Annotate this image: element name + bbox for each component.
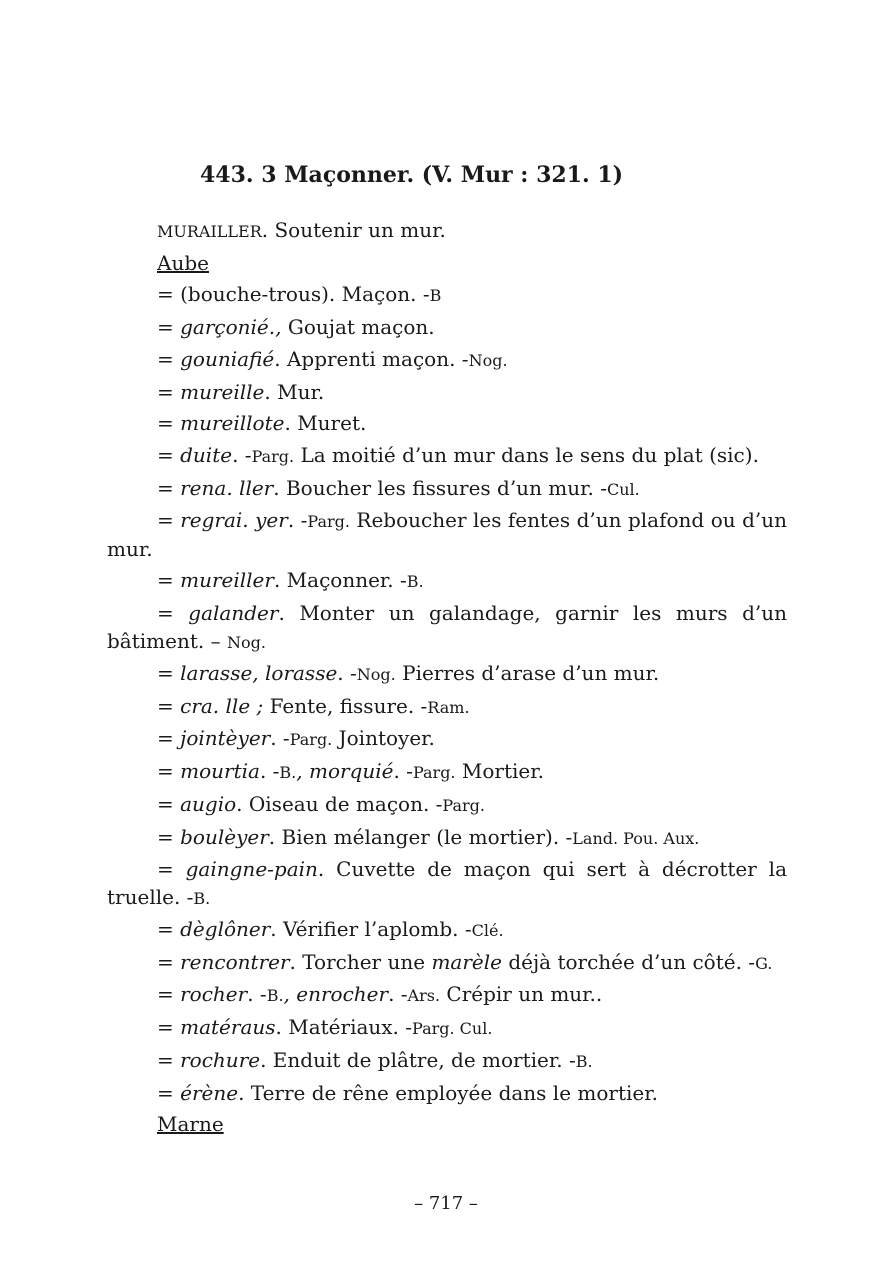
entry-line (107, 312, 787, 344)
entry-text: = (157, 346, 181, 371)
dialect-term: marèle (431, 949, 502, 974)
entry-text: Goujat maçon. (281, 315, 435, 340)
entry-text: . - (232, 442, 252, 467)
entry-line (107, 440, 787, 473)
entry-text: = (157, 568, 181, 593)
entry-text: = (157, 1047, 181, 1072)
entry-text: = (157, 475, 181, 500)
dialect-term: dèglôner (180, 917, 271, 942)
dialect-term: garçonié., (180, 315, 282, 340)
locality-abbrev: Parg. (251, 446, 295, 466)
entry-line (107, 822, 787, 855)
section-heading: 443. 3 Maçonner. (V. Mur : 321. 1) (200, 162, 624, 188)
dialect-term: boulèyer (180, 824, 269, 849)
entry-text: . - (259, 759, 280, 784)
entry-line (107, 344, 787, 377)
entry-text: . - (247, 982, 267, 1007)
entry-text: déjà torchée d’un côté. - (501, 949, 756, 974)
locality-abbrev: Land. Pou. Aux. (572, 828, 700, 848)
entry-text: = (157, 601, 189, 626)
entry-text: Crépir un mur.. (440, 982, 603, 1007)
entry-text: = (157, 824, 181, 849)
entry-text: = (157, 759, 181, 784)
entry-line (107, 215, 787, 248)
dialect-term: mourtia (180, 759, 260, 784)
region-heading: Marne (157, 1112, 224, 1137)
locality-abbrev: B. (193, 888, 211, 908)
dialect-term: mureillote (180, 411, 285, 436)
dialect-term: , enrocher (283, 982, 389, 1007)
dialect-term: jointèyer (180, 726, 271, 751)
entry-text: Mortier. (455, 759, 544, 784)
locality-abbrev: Ram. (427, 697, 470, 717)
entry-text: = (157, 917, 181, 942)
entry-text: = (157, 379, 181, 404)
entry-text: = (157, 949, 181, 974)
entry-text: = (bouche-trous). Maçon. - (157, 282, 430, 307)
entry-line (107, 505, 787, 565)
dialect-term: rochure (180, 1047, 261, 1072)
entry-text: = (157, 315, 181, 340)
entry-text: Jointoyer. (332, 726, 435, 751)
entry-line (107, 1045, 787, 1078)
entry-text: . Soutenir un mur. (261, 218, 446, 242)
entry-text: . Apprenti maçon. - (274, 346, 469, 371)
dialect-term: rena. ller (180, 475, 274, 500)
locality-abbrev: Ars. (407, 986, 441, 1006)
dialect-term: mureiller (180, 568, 274, 593)
locality-abbrev: B. (575, 1051, 593, 1071)
entry-text: . Bien mélanger (le mortier). - (268, 824, 573, 849)
dialect-term: larasse, lorasse (180, 661, 338, 686)
entry-text: . Oiseau de maçon. - (236, 791, 443, 816)
entry-text: . - (393, 759, 413, 784)
dialect-term: mureille (180, 379, 265, 404)
locality-abbrev: Nog. (226, 632, 266, 652)
dialect-term: gouniafié (180, 346, 275, 371)
entry-line (107, 565, 787, 598)
locality-abbrev: B. (406, 572, 424, 592)
entry-text: = (157, 508, 181, 533)
locality-abbrev: Parg. (307, 512, 350, 532)
entry-line (107, 248, 787, 280)
entry-line (107, 756, 787, 789)
dialect-term: augio (180, 791, 237, 816)
entry-line (107, 1078, 787, 1110)
entry-text: = (157, 982, 181, 1007)
entry-text: . Boucher les fissures d’un mur. - (273, 475, 607, 500)
dialect-term: matéraus (180, 1015, 276, 1040)
locality-abbrev: Parg. (289, 730, 333, 750)
entry-line (107, 473, 787, 506)
entry-line (107, 723, 787, 756)
entry-text: = (157, 661, 181, 686)
locality-abbrev: G. (755, 953, 773, 973)
entry-text: Pierres d’arase d’un mur. (395, 661, 660, 686)
locality-abbrev: B (429, 286, 442, 306)
entry-text: . Monter un galandage, garnir les murs d’un bâtiment. – (107, 601, 787, 653)
locality-abbrev: B. (279, 763, 297, 783)
dialect-term: galander (188, 601, 279, 626)
dialect-term: duite (180, 442, 233, 467)
entry-line (107, 979, 787, 1012)
locality-abbrev: B. (266, 986, 284, 1006)
entry-line (107, 947, 787, 980)
entry-line (107, 377, 787, 409)
entry-text: . Cuvette de maçon qui sert à décrotter la truelle. - (107, 857, 787, 909)
entry-text: . Mur. (264, 379, 325, 404)
entry-text: = (157, 726, 181, 751)
entry-text: . Maçonner. - (273, 568, 407, 593)
entry-text: Reboucher les fentes d’un plafond ou d’un mur. (107, 508, 787, 561)
dialect-term: , morquié (296, 759, 394, 784)
entry-text: = (157, 442, 181, 467)
entry-line (107, 854, 787, 914)
locality-abbrev: Parg. (412, 763, 456, 783)
entry-text: . Enduit de plâtre, de mortier. - (260, 1047, 576, 1072)
dialect-term: érène (180, 1080, 239, 1105)
entry-text: = (157, 1015, 181, 1040)
entry-text: . - (287, 508, 308, 533)
dialect-term: regrai. yer (180, 508, 288, 533)
entry-text: . Matériaux. - (275, 1015, 413, 1040)
entry-text: . Vérifier l’aplomb. - (270, 917, 472, 942)
entry-line (107, 691, 787, 724)
entry-text: . - (337, 661, 357, 686)
dialect-term: cra. lle ; (180, 693, 264, 718)
locality-abbrev: MURAILLER (157, 222, 262, 241)
entry-line (107, 408, 787, 440)
entry-text: = (157, 791, 181, 816)
entry-line (107, 598, 787, 658)
locality-abbrev: Parg. (442, 795, 485, 815)
page-number: – 717 – (414, 1193, 478, 1214)
entry-text: . Muret. (284, 411, 367, 436)
dialect-term: rocher (180, 982, 248, 1007)
entry-text: . Terre de rêne employée dans le mortier. (238, 1080, 658, 1105)
entry-text: . - (388, 982, 408, 1007)
locality-abbrev: Clé. (471, 921, 504, 941)
entry-text: Fente, fissure. - (263, 693, 428, 718)
locality-abbrev: Cul. (606, 479, 640, 499)
locality-abbrev: Nog. (356, 665, 396, 685)
locality-abbrev: Parg. Cul. (412, 1019, 493, 1039)
region-heading: Aube (157, 250, 209, 275)
entry-text: La moitié d’un mur dans le sens du plat (sic). (294, 442, 759, 467)
entry-text: . Torcher une (289, 949, 432, 974)
entry-line (107, 914, 787, 947)
dialect-term: gaingne-pain (185, 857, 318, 882)
entry-line (107, 1012, 787, 1045)
entry-text: = (157, 1080, 181, 1105)
entry-line (107, 658, 787, 691)
entry-line (107, 279, 787, 312)
entry-line (107, 1109, 787, 1141)
entry-line (107, 789, 787, 822)
entry-text: = (157, 693, 181, 718)
entry-list (107, 215, 787, 1141)
locality-abbrev: Nog. (468, 350, 508, 370)
dialect-term: rencontrer (180, 949, 290, 974)
entry-text: = (157, 857, 186, 882)
entry-text: . - (270, 726, 290, 751)
entry-text: = (157, 411, 181, 436)
